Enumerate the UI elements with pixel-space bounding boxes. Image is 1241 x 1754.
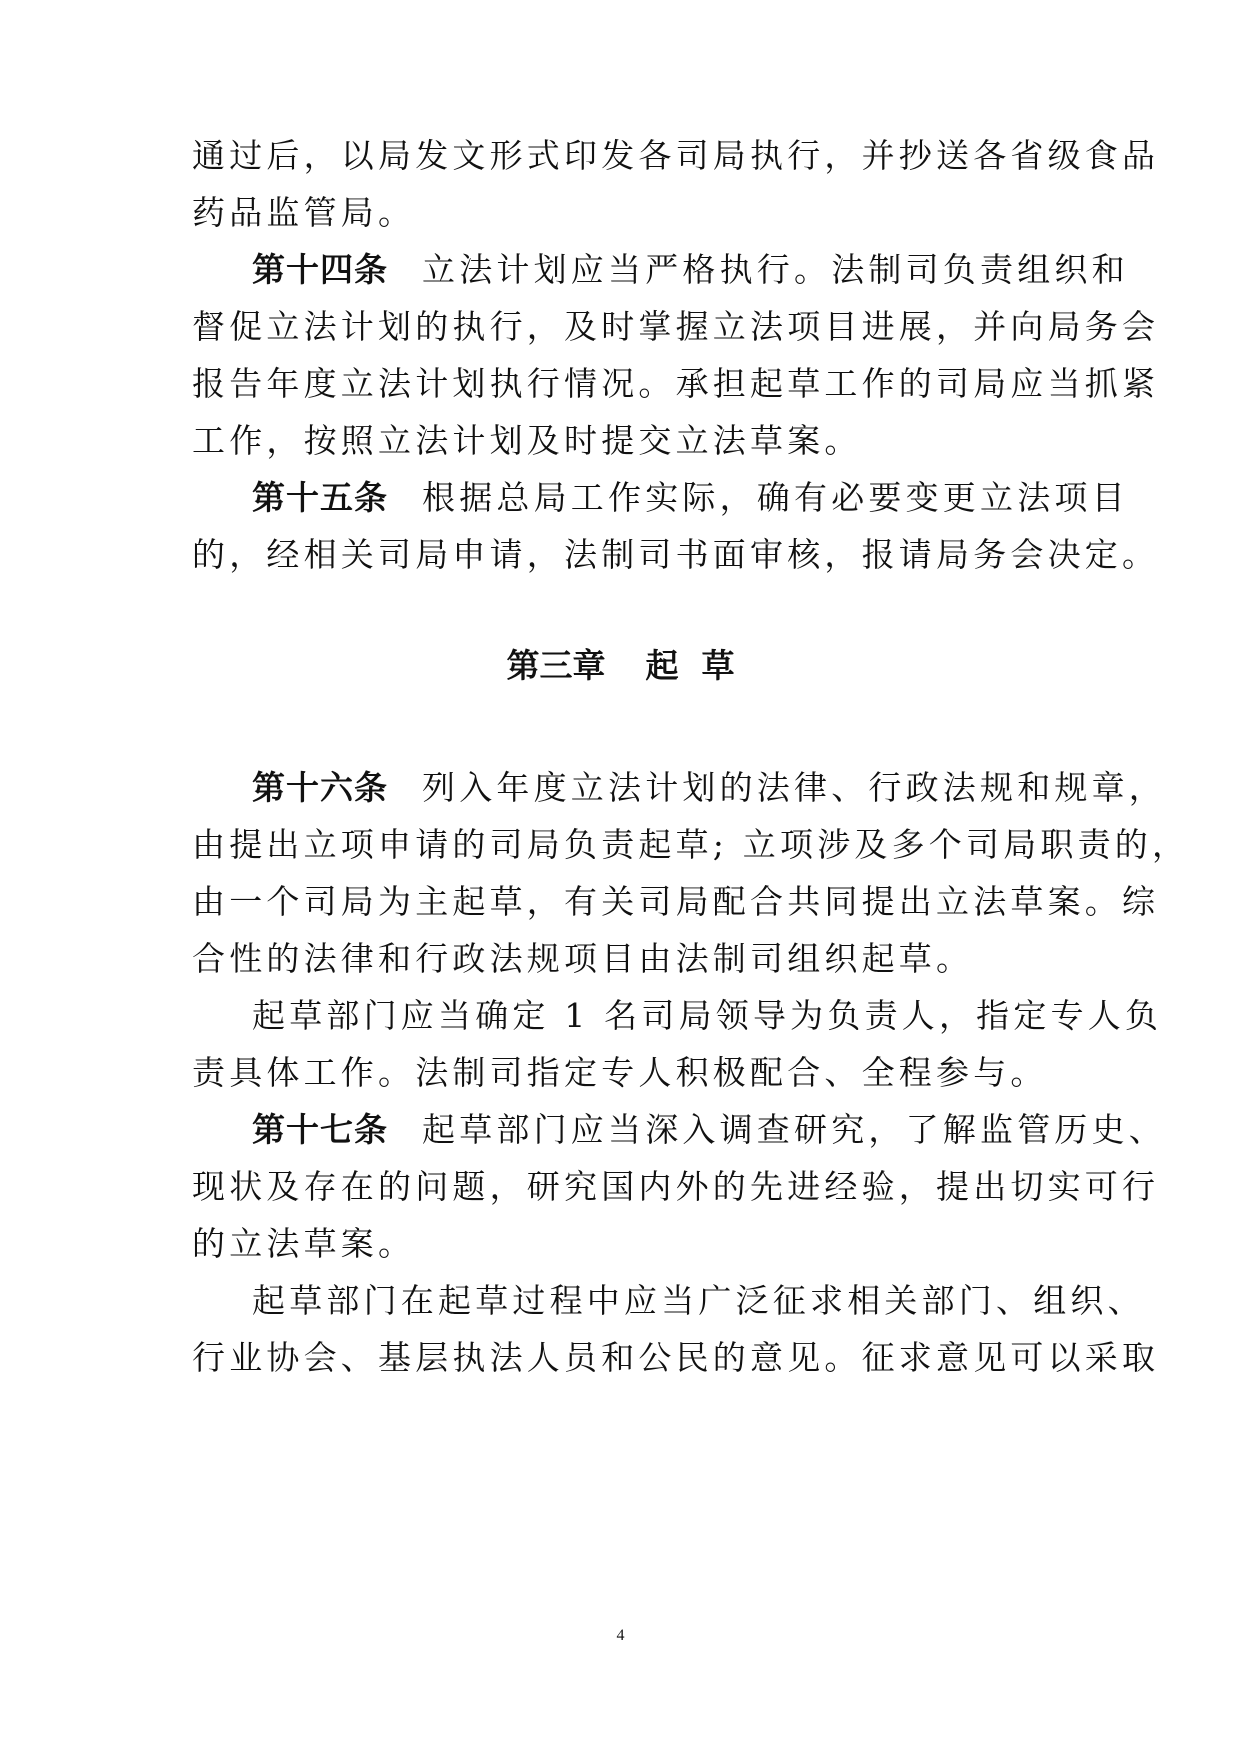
article-16-label: 第十六条 [252,768,388,807]
article-15-text: 根据总局工作实际，确有必要变更立法项目 [422,478,1129,517]
text-line: 药品监管局。 [192,193,416,232]
page-number: 4 [616,1627,625,1644]
article-16-line [252,766,1166,810]
text-line: 责具体工作。法制司指定专人积极配合、全程参与。 [192,1053,1048,1092]
article-15-line [252,476,1129,520]
text-line: 通过后，以局发文形式印发各司局执行，并抄送各省级食品 [192,136,1160,175]
text-line: 行业协会、基层执法人员和公民的意见。征求意见可以采取 [192,1338,1160,1377]
text-line: 由提出立项申请的司局负责起草; 立项涉及多个司局职责的， [192,825,1190,864]
article-17-line [252,1108,1166,1152]
chapter-heading [0,644,1241,688]
article-16-text: 列入年度立法计划的法律、行政法规和规章， [422,768,1166,807]
text-line: 工作，按照立法计划及时提交立法草案。 [192,421,862,460]
text-line: 起草部门在起草过程中应当广泛征求相关部门、组织、 [252,1281,1145,1320]
text-line: 由一个司局为主起草，有关司局配合共同提出立法草案。综 [192,882,1160,921]
article-15-label: 第十五条 [252,478,388,517]
article-17-text: 起草部门应当深入调查研究，了解监管历史、 [422,1110,1166,1149]
article-14-line [252,248,1129,292]
text-line: 合性的法律和行政法规项目由法制司组织起草。 [192,939,974,978]
article-14-label: 第十四条 [252,250,388,289]
text-line: 的，经相关司局申请，法制司书面审核，报请局务会决定。 [192,535,1160,574]
text-line: 督促立法计划的执行，及时掌握立法项目进展，并向局务会 [192,307,1160,346]
text-line: 起草部门应当确定 1 名司局领导为负责人，指定专人负 [252,996,1163,1035]
text-line: 报告年度立法计划执行情况。承担起草工作的司局应当抓紧 [192,364,1160,403]
text-line: 的立法草案。 [192,1224,416,1263]
chapter-number: 第三章 [506,646,606,685]
text-line: 现状及存在的问题，研究国内外的先进经验，提出切实可行 [192,1167,1160,1206]
chapter-title: 起 草 [645,646,735,685]
article-17-label: 第十七条 [252,1110,388,1149]
article-14-text: 立法计划应当严格执行。法制司负责组织和 [422,250,1129,289]
